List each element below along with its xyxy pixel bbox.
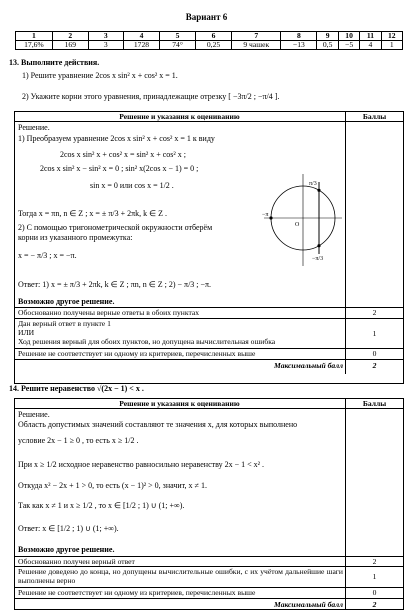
task13-sol-5: Тогда x = πn, n ∈ Z ; x = ± π/3 + 2πk, k ∈ Z . — [18, 209, 167, 218]
task14-alt: Возможно другое решение. — [18, 545, 115, 554]
task14-sol-6: Ответ: x ∈ [1/2 ; 1) ∪ (1; +∞). — [18, 524, 119, 533]
answer-value-cell: 1728 — [123, 41, 159, 50]
answer-number-cell: 3 — [88, 32, 123, 41]
answer-value-cell: 4 — [360, 41, 381, 50]
answer-value-cell: 0,5 — [317, 41, 339, 50]
task13-sol-2: 2cos x sin² x + cos² x = sin² x + cos² x ; — [60, 150, 187, 159]
task13-sol-8: x = − π/3 ; x = −π. — [18, 251, 77, 260]
task13-crit-0: Обоснованно получены верные ответы в обоих пунктах — [18, 308, 200, 317]
task13-crit-line-3 — [14, 359, 404, 360]
task14-table-header: Решение и указания к оцениванию — [119, 399, 240, 408]
task14-header: 14. Решите неравенство √(2x − 1) < x . — [9, 384, 144, 393]
answer-value-cell: 74° — [160, 41, 196, 50]
task13-sol-1: 1) Преобразуем уравнение 2cos x sin² x + cos² x = 1 к виду — [18, 134, 215, 143]
answer-value-cell: 17,6% — [16, 41, 53, 50]
answer-number-cell: 12 — [381, 32, 402, 41]
answer-number-cell: 7 — [232, 32, 281, 41]
point-pi-3 — [317, 189, 320, 192]
task14-max-label: Максимальный балл — [274, 600, 343, 609]
task14-crit-0-score: 2 — [372, 557, 377, 566]
task13-score-header: Баллы — [362, 112, 387, 121]
task13-alt: Возможно другое решение. — [18, 297, 115, 306]
task14-crit-2: Решение не соответствует ни одному из критериев, перечисленных выше — [18, 588, 256, 597]
task13-crit-2-score: 0 — [372, 349, 377, 358]
task13-sol-9: Ответ: 1) x = ± π/3 + 2πk, k ∈ Z ; πn, n ∈ Z ; 2) − π/3 ; −π. — [18, 280, 212, 289]
task13-crit-1-score: 1 — [372, 329, 377, 338]
task14-sol-1: Область допустимых значений составляют те значения x, для которых выполнено — [18, 420, 298, 429]
task13-header-divider — [14, 121, 404, 122]
answer-number-cell: 2 — [52, 32, 88, 41]
task14-max-score: 2 — [372, 600, 377, 609]
task13-header: 13. Выполните действия. — [9, 58, 100, 67]
label-minus-pi-3: −π/3 — [312, 256, 324, 262]
answer-value-cell: 0,25 — [195, 41, 231, 50]
answer-value-cell: −5 — [338, 41, 359, 50]
answer-number-cell: 9 — [317, 32, 339, 41]
label-minus-pi: −π — [262, 212, 269, 218]
answer-number-cell: 11 — [360, 32, 381, 41]
task13-sol-7: корни из указанного промежутка: — [18, 233, 133, 242]
task13-max-label: Максимальный балл — [274, 361, 343, 370]
task14-sol-0: Решение. — [18, 410, 50, 419]
task13-part2: 2) Укажите корни этого уравнения, принадлежащие отрезку [ −3π/2 ; −π/4 ]. — [22, 92, 280, 101]
answer-value-cell: 9 чашек — [232, 41, 281, 50]
task14-score-header: Баллы — [362, 399, 387, 408]
point-minus-pi — [269, 216, 272, 219]
task14-crit-0: Обоснованно получен верный ответ — [18, 557, 135, 566]
task13-sol-0: Решение. — [18, 123, 50, 132]
answer-number-cell: 4 — [123, 32, 159, 41]
task14-crit-1: Решение доведено до конца, но допущены вычислительные ошибки, с их учётом дальнейшие шаги выполнены верно — [18, 567, 343, 585]
label-origin: O — [295, 222, 300, 228]
label-pi-3: π/3 — [309, 181, 317, 187]
answer-number-cell: 1 — [16, 32, 53, 41]
answer-number-cell: 10 — [338, 32, 359, 41]
task14-sol-2: условие 2x − 1 ≥ 0 , то есть x ≥ 1/2 . — [18, 436, 139, 445]
answer-number-cell: 5 — [160, 32, 196, 41]
page-title: Вариант 6 — [185, 12, 228, 22]
task13-crit-0-score: 2 — [372, 308, 377, 317]
answer-value-cell: 3 — [88, 41, 123, 50]
task13-part1: 1) Решите уравнение 2cos x sin² x + cos² x = 1. — [22, 71, 178, 80]
answer-number-cell: 6 — [195, 32, 231, 41]
point-minus-pi-3 — [317, 244, 320, 247]
task14-crit-2-score: 0 — [372, 588, 377, 597]
task14-sol-3: При x ≥ 1/2 исходное неравенство равносильно неравенству 2x − 1 < x² . — [18, 460, 265, 469]
task14-crit-1-score: 1 — [372, 572, 377, 581]
task13-crit-2: Решение не соответствует ни одному из критериев, перечисленных выше — [18, 349, 256, 358]
answers-value-row — [16, 41, 403, 50]
trig-circle-diagram — [262, 172, 344, 268]
task14-sol-5: Так как x ≠ 1 и x ≥ 1/2 , то x ∈ [1/2 ; 1) ∪ (1; +∞). — [18, 501, 185, 510]
task14-sol-4: Откуда x² − 2x + 1 > 0, то есть (x − 1)² > 0, значит, x ≠ 1. — [18, 481, 207, 490]
task14-header-divider — [14, 408, 404, 409]
answer-value-cell: 169 — [52, 41, 88, 50]
answer-value-cell: 1 — [381, 41, 402, 50]
task13-max-score: 2 — [372, 361, 377, 370]
answers-table — [15, 31, 403, 50]
answer-value-cell: −13 — [281, 41, 317, 50]
task13-table-header: Решение и указания к оцениванию — [119, 112, 240, 121]
answer-number-cell: 8 — [281, 32, 317, 41]
task13-sol-6: 2) С помощью тригонометрической окружности отберём — [18, 223, 213, 232]
task13-crit-1: Дан верный ответ в пункте 1 ИЛИ Ход решения верный для обоих пунктов, но допущена вычислительная ошибка — [18, 319, 276, 346]
task14-crit-line-3 — [14, 598, 404, 599]
task13-sol-4: sin x = 0 или cos x = 1/2 . — [90, 181, 174, 190]
task13-sol-3: 2cos x sin² x − sin² x = 0 ; sin² x(2cos x − 1) = 0 ; — [40, 164, 199, 173]
